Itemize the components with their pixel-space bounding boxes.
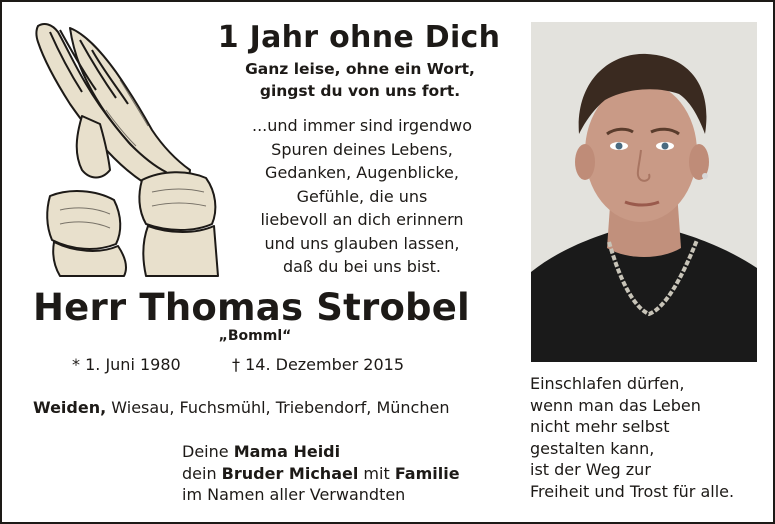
quote-line: Einschlafen dürfen, [530, 374, 685, 393]
mourners-line-2 [182, 463, 460, 485]
subheadline [210, 58, 510, 102]
death-date: † 14. Dezember 2015 [232, 355, 404, 374]
mourners-line-1 [182, 441, 460, 463]
subheadline-line-2: gingst du von uns fort. [259, 82, 461, 100]
mourners-text: mit [358, 463, 395, 483]
praying-hands-illustration [30, 20, 220, 278]
mourners-text: Deine [182, 442, 234, 461]
quote-line: wenn man das Leben [530, 395, 701, 415]
nickname: „Bomml“ [218, 328, 292, 344]
quote-line: gestalten kann, [530, 438, 655, 458]
poem-line: Gefühle, die uns [296, 186, 428, 206]
mourners-text: dein [182, 463, 222, 483]
places-rest: Wiesau, Fuchsmühl, Triebendorf, München [106, 398, 450, 417]
poem-line: daß du bei uns bist. [282, 257, 442, 276]
poem-line: Spuren deines Lebens, [271, 139, 453, 159]
mourners-bold: Bruder Michael [221, 463, 359, 483]
headline: 1 Jahr ohne Dich [217, 20, 501, 55]
poem-line: Gedanken, Augenblicke, [265, 163, 459, 182]
poem [212, 114, 512, 279]
mourners-bold: Mama Heidi [233, 442, 341, 461]
birth-date: * 1. Juni 1980 [72, 355, 181, 374]
portrait-photo [531, 22, 757, 362]
mourners-line-3: im Namen aller Verwandten [182, 485, 406, 504]
poem-line: und uns glauben lassen, [264, 233, 460, 253]
poem-line: liebevoll an dich erinnern [260, 210, 464, 229]
quote-line: ist der Weg zur [530, 460, 651, 479]
subheadline-line-1: Ganz leise, ohne ein Wort, [245, 60, 475, 78]
deceased-name: Herr Thomas Strobel [33, 286, 470, 329]
mourners-bold: Familie [394, 463, 460, 483]
closing-quote [530, 373, 734, 502]
places [33, 398, 449, 417]
quote-line: Freiheit und Trost für alle. [530, 481, 735, 501]
poem-line: ...und immer sind irgendwo [252, 116, 472, 135]
places-main: Weiden, [33, 398, 107, 417]
quote-line: nicht mehr selbst [530, 417, 670, 436]
mourners [182, 441, 460, 506]
